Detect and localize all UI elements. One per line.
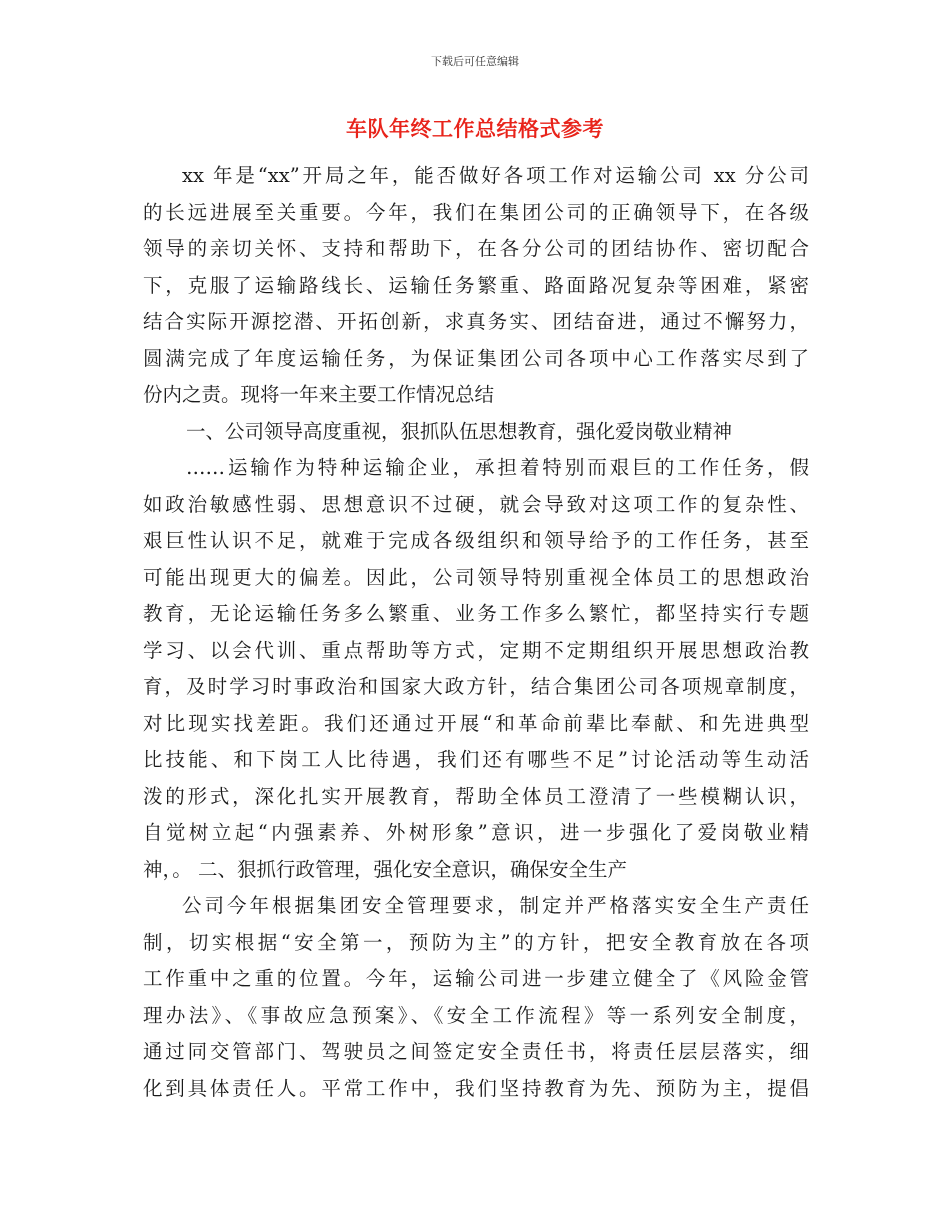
- body-line: 比技能、和下岗工人比待遇，我们还有哪些不足”讨论活动等生动活: [143, 748, 809, 771]
- section-heading: 神，。 二、狠抓行政管理，强化安全意识，确保安全生产: [143, 857, 627, 881]
- body-line: 可能出现更大的偏差。因此，公司领导特别重视全体员工的思想政治: [143, 565, 809, 589]
- body-line: 圆满完成了年度运输任务，为保证集团公司各项中心工作落实尽到了: [143, 346, 809, 370]
- body-line: 泼的形式，深化扎实开展教育，帮助全体员工澄清了一些模糊认识，: [143, 784, 809, 808]
- section-heading: 一、公司领导高度重视，狠抓队伍思想教育，强化爱岗敬业精神: [186, 419, 733, 443]
- body-line: 通过同交管部门、驾驶员之间签定安全责任书，将责任层层落实，细: [143, 1040, 809, 1063]
- body-line: 艰巨性认识不足，就难于完成各级组织和领导给予的工作任务，甚至: [143, 529, 809, 552]
- document-title: 车队年终工作总结格式参考: [346, 117, 604, 141]
- body-line: 化到具体责任人。平常工作中，我们坚持教育为先、预防为主，提倡: [143, 1076, 809, 1100]
- page-header-note: 下载后可任意编辑: [431, 55, 519, 68]
- body-line: 工作重中之重的位置。今年，运输公司进一步建立健全了《风险金管: [143, 967, 809, 990]
- body-line: 公司今年根据集团安全管理要求，制定并严格落实安全生产责任: [182, 894, 809, 917]
- body-line: xx 年是“xx”开局之年，能否做好各项工作对运输公司 xx 分公司: [182, 164, 809, 187]
- body-line: 如政治敏感性弱、思想意识不过硬，就会导致对这项工作的复杂性、: [143, 492, 809, 516]
- body-line: ……运输作为特种运输企业，承担着特别而艰巨的工作任务，假: [186, 456, 809, 479]
- body-line: 理办法》、《事故应急预案》、《安全工作流程》等一系列安全制度，: [143, 1003, 809, 1027]
- body-line: 教育，无论运输任务多么繁重、业务工作多么繁忙，都坚持实行专题: [143, 602, 809, 625]
- document-body: [143, 158, 809, 1107]
- body-line: 制，切实根据“安全第一，预防为主”的方针，把安全教育放在各项: [143, 930, 809, 954]
- body-line: 领导的亲切关怀、支持和帮助下，在各分公司的团结协作、密切配合: [143, 237, 809, 260]
- body-line: 学习、以会代训、重点帮助等方式，定期不定期组织开展思想政治教: [143, 638, 809, 662]
- body-line: 结合实际开源挖潜、开拓创新，求真务实、团结奋进，通过不懈努力，: [143, 310, 809, 333]
- body-line: 对比现实找差距。我们还通过开展“和革命前辈比奉献、和先进典型: [143, 711, 809, 735]
- body-line: 的长远进展至关重要。今年，我们在集团公司的正确领导下，在各级: [143, 200, 809, 224]
- body-line: 下，克服了运输路线长、运输任务繁重、路面路况复杂等困难，紧密: [143, 273, 809, 297]
- body-line: 自觉树立起“内强素养、外树形象”意识，进一步强化了爱岗敬业精: [143, 821, 809, 844]
- body-line: 份内之责。现将一年来主要工作情况总结: [143, 383, 495, 406]
- body-line: 育，及时学习时事政治和国家大政方针，结合集团公司各项规章制度，: [143, 675, 809, 698]
